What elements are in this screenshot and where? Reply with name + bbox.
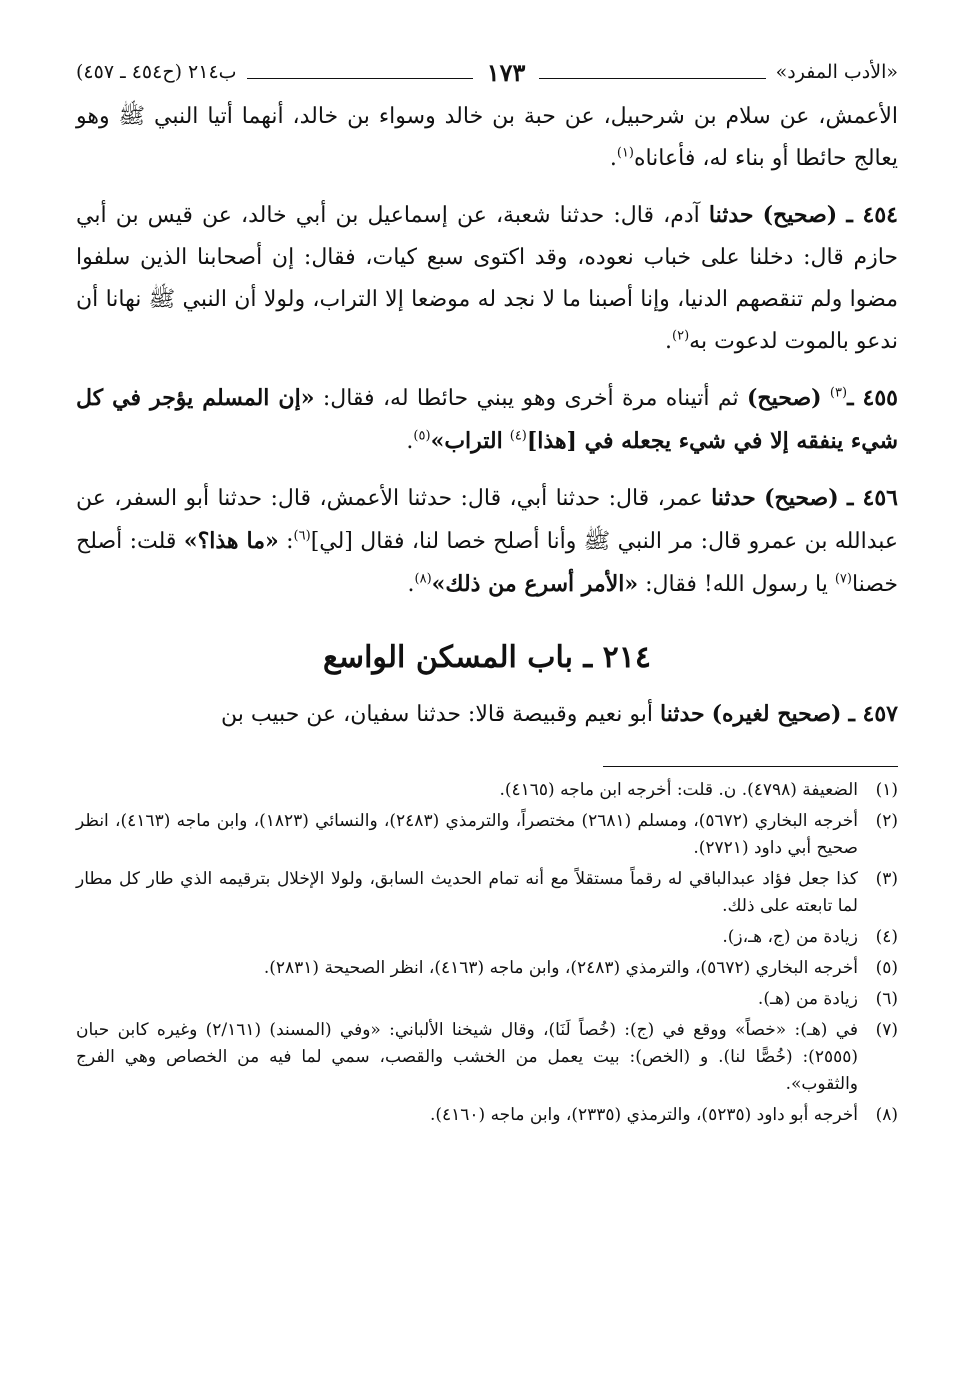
footnote-text: أخرجه البخاري (٥٦٧٢)، ومسلم (٢٦٨١) مختصراً، والترمذي (٢٤٨٣)، والنسائي (١٨٢٣)، وابن ماجه (٤١٦٣)، انظر صحيح أبي داود (٢٧٢١). — [76, 811, 858, 858]
footnote-ref: (٦) — [293, 528, 311, 544]
footnote-ref: (٨) — [414, 571, 432, 587]
hadith-grade: (صحيح) — [762, 202, 838, 228]
footnote-text: أخرجه أبو داود (٥٢٣٥)، والترمذي (٢٣٣٥)، وابن ماجه (٤١٦٠). — [429, 1105, 858, 1125]
hadith-text: آدم، قال: حدثنا شعبة، عن إسماعيل بن أبي خالد، عن قيس بن أبي حازم قال: دخلنا على خباب نعوده، وقد اكتوى سبع كيات، فقال: إن أصحابنا الذين سلفوا مضوا ولم تنقصهم الدنيا، وإنا أصبنا ما لا نجد له موضعا إلا التراب، ولولا أن النبي ﷺ نهانا أن ندعو بالموت لدعوت به — [76, 203, 898, 354]
footnote-number: (١) — [875, 780, 898, 800]
hadith-quote: «إن المسلم يؤجر في كل شيء ينفقه إلا في شيء يجعله في [هذا] — [76, 385, 898, 454]
footnote-item — [76, 866, 898, 920]
hadith-455: ٤٥٥ ـ$^{(٣)}$ (صحيح) ثم أتيناه مرة أخرى وهو يبني حائطا له، فقال: «إن المسلم يؤجر في كل شيء ينفقه إلا في شيء يجعله في [هذا]$^{(٤)}$ التراب»$^{(٥)}$. — [76, 385, 898, 454]
hadith-number: ٤٥٥ ـ — [847, 385, 898, 411]
hadith-454: ٤٥٤ ـ (صحيح) حدثنا آدم، قال: حدثنا شعبة، عن إسماعيل بن أبي خالد، عن قيس بن أبي حازم قال: دخلنا على خباب نعوده، وقد اكتوى سبع كيات، فقال: إن أصحابنا الذين سلفوا مضوا ولم تنقصهم الدنيا، وإنا أصبنا ما لا نجد له موضعا إلا التراب، ولولا أن النبي ﷺ نهانا أن ندعو بالموت لدعوت به$^{(٢)}$. — [76, 202, 898, 354]
footnote-ref: (٧) — [834, 571, 852, 587]
narration-lead: حدثنا — [659, 701, 705, 727]
book-page — [76, 48, 898, 1133]
footnote-item — [76, 986, 898, 1013]
footnote-ref: (٤) — [509, 428, 527, 444]
hadith-text: عمر، قال: حدثنا أبي، قال: حدثنا الأعمش، قال: حدثنا أبو السفر، عن عبدالله بن عمرو قال: مر النبي ﷺ وأنا أصلح خصا لنا، فقال [لي] — [76, 486, 899, 554]
footnote-separator — [603, 766, 898, 767]
footnote-number: (٧) — [875, 1020, 898, 1040]
hadith-grade: (صحيح لغيره) — [711, 701, 842, 727]
paragraph-continuation: الأعمش، عن سلام بن شرحبيل، عن حبة بن خالد وسواء بن خالد، أنهما أتيا النبي ﷺ وهو يعالج حائطا أو بناء له، فأعاناه$^{(١)}$. — [76, 104, 898, 171]
footnote-item — [76, 955, 898, 982]
footnote-number: (٣) — [875, 869, 898, 889]
hadith-457 — [76, 693, 898, 736]
narration-lead: حدثنا — [708, 202, 754, 228]
book-title: «الأدب المفرد» — [775, 61, 898, 83]
footnote-ref: (٥) — [413, 428, 431, 444]
footnote-number: (٦) — [875, 989, 898, 1009]
hadith-number: ٤٥٦ ـ — [847, 485, 898, 511]
hadith-number: ٤٥٧ ـ — [848, 701, 898, 727]
running-header — [76, 48, 898, 96]
hadith-text: ثم أتيناه مرة أخرى وهو يبني حائطا له، فقال: — [322, 386, 739, 411]
footnote-text: زيادة من (ج، هـ،ز). — [722, 927, 858, 947]
footnote-item — [76, 777, 898, 804]
header-rule — [247, 78, 473, 79]
footnote-item — [76, 1017, 898, 1098]
hadith-text: يا رسول الله! فقال: — [645, 572, 828, 597]
footnote-text: أخرجه البخاري (٥٦٧٢)، والترمذي (٢٤٨٣)، وابن ماجه (٤١٦٣)، انظر الصحيحة (٢٨٣١). — [263, 958, 858, 978]
footnote-number: (٨) — [875, 1105, 898, 1125]
hadith-grade: (صحيح) — [747, 385, 822, 411]
narration-lead: حدثنا — [711, 485, 756, 511]
footnote-text: كذا جعل فؤاد عبدالباقي له رقماً مستقلاً مع أنه تمام الحديث السابق، ولولا الإخلال بترقيمه الذي طار كل مطار لما تابعته على ذلك. — [76, 869, 858, 916]
footnote-number: (٤) — [875, 927, 898, 947]
footnote-item — [76, 808, 898, 862]
paragraph-text: الأعمش، عن سلام بن شرحبيل، عن حبة بن خالد وسواء بن خالد، أنهما أتيا النبي ﷺ وهو يعالج حائطا أو بناء له، فأعاناه — [76, 104, 898, 171]
hadith-grade: (صحيح) — [764, 485, 839, 511]
hadith-range: ب٢١٤ (ح٤٥٤ ـ ٤٥٧) — [76, 61, 237, 83]
footnote-item — [76, 1102, 898, 1129]
footnote-ref: (٢) — [672, 328, 690, 344]
hadith-quote: «الأمر أسرع من ذلك» — [431, 571, 639, 597]
footnote-text: في (هـ): «خصاً» ووقع في (ج): (خُصاً لَنَا)، وقال شيخنا الألباني: «وفي (المسند) (٢/١٦١) وغيره كابن حبان (٢٥٥٥): (خُصًّا لنا). و (الخص): بيت يعمل من الخشب والقصب، سمي لما فيه من الخصاص وهي الفرج والثقوب». — [76, 1020, 858, 1094]
chapter-title: ٢١٤ ـ باب المسكن الواسع — [322, 640, 652, 675]
footnote-number: (٥) — [875, 958, 898, 978]
hadith-quote: التراب» — [430, 428, 503, 454]
hadith-text: قلت: أصلح خصنا — [76, 529, 898, 597]
footnote-ref: (١) — [616, 145, 634, 161]
footnote-text: زيادة من (هـ). — [757, 989, 858, 1009]
footnotes — [76, 777, 898, 1129]
hadith-number: ٤٥٤ ـ — [846, 202, 898, 228]
hadith-quote: «ما هذا؟» — [183, 528, 279, 554]
hadith-text: أبو نعيم وقبيصة قالا: حدثنا سفيان، عن حبيب بن — [220, 702, 653, 727]
header-rule — [539, 78, 765, 79]
hadith-456: ٤٥٦ ـ (صحيح) حدثنا عمر، قال: حدثنا أبي، قال: حدثنا الأعمش، قال: حدثنا أبو السفر، عن عبدالله بن عمرو قال: مر النبي ﷺ وأنا أصلح خصا لنا، فقال [لي]$^{(٦)}$: «ما هذا؟» قلت: أصلح خصنا$^{(٧)}$ يا رسول الله! فقال: «الأمر أسرع من ذلك»$^{(٨)}$. — [76, 485, 899, 597]
footnote-text: الضعيفة (٤٧٩٨). ن. قلت: أخرجه ابن ماجه (٤١٦٥). — [499, 780, 858, 800]
page-number: ١٧٣ — [486, 57, 526, 87]
footnote-number: (٢) — [875, 811, 898, 831]
footnote-item — [76, 924, 898, 951]
footnote-ref: (٣) — [829, 385, 848, 401]
